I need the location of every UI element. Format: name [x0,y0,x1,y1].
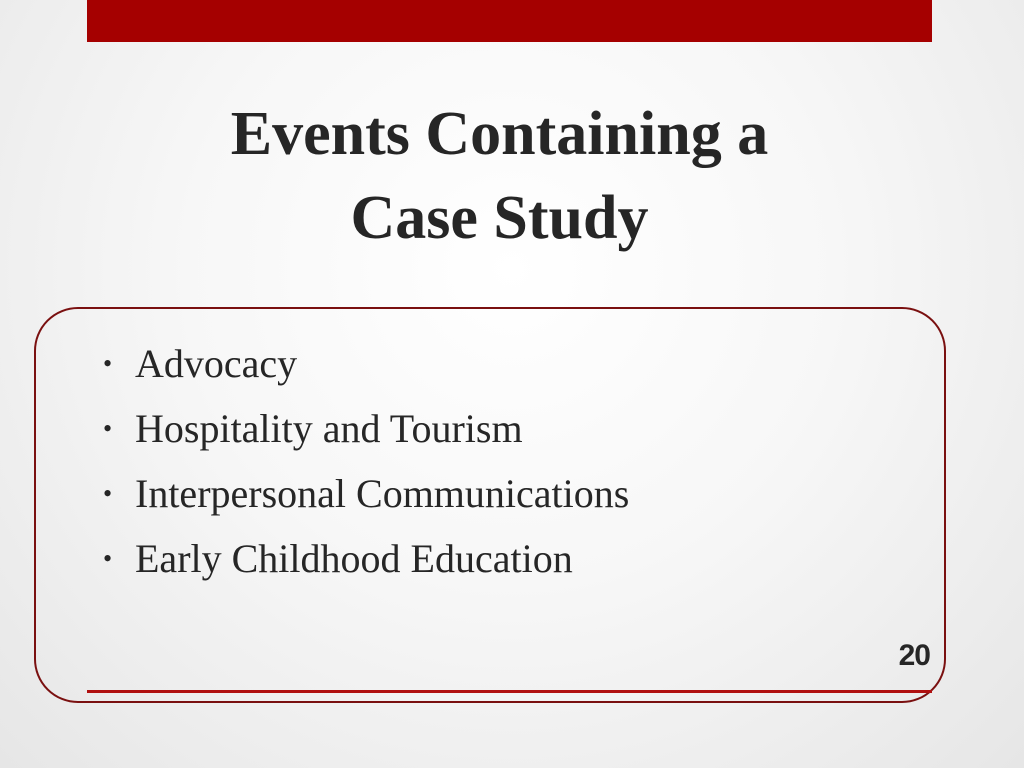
page-number: 20 [898,639,930,672]
list-item [100,396,629,461]
bullet-icon: • [103,414,113,443]
footer-divider [87,690,932,693]
bullet-icon: • [103,479,113,508]
top-accent-bar [87,0,932,42]
bullet-icon: • [103,349,113,378]
list-item-text: Interpersonal Communications [135,471,630,516]
bullet-icon: • [103,544,113,573]
list-item-text: Early Childhood Education [135,536,573,581]
bullet-list [100,331,629,591]
list-item [100,526,629,591]
list-item [100,331,629,396]
list-item-text: Hospitality and Tourism [135,406,523,451]
slide-title [87,92,912,260]
slide-title-line-2: Case Study [350,184,649,252]
slide-title-line-1: Events Containing a [230,100,769,168]
list-item [100,461,629,526]
list-item-text: Advocacy [135,341,298,386]
